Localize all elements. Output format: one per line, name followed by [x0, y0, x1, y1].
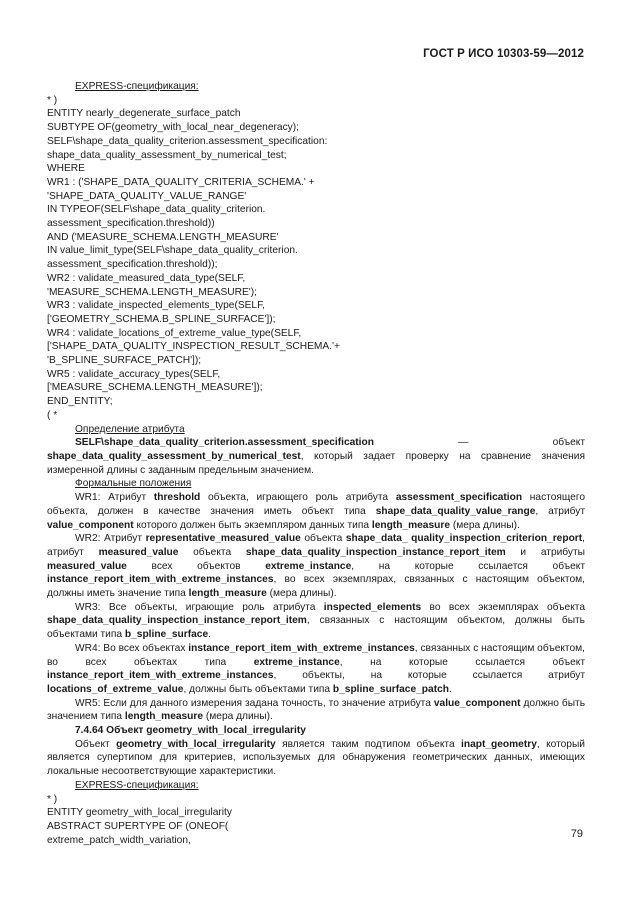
- text-run: (мера длины).: [450, 519, 520, 531]
- bold-term: shape_data_quality_inspection_instance_report_item: [245, 546, 506, 558]
- text-run: объекта: [178, 546, 246, 558]
- text-run: , атрибут: [535, 505, 586, 517]
- bold-term: instance_report_item_with_extreme_instances: [47, 670, 274, 682]
- code-line: ['MEASURE_SCHEMA.LENGTH_MEASURE']);: [47, 382, 263, 394]
- code-line: AND ('MEASURE_SCHEMA.LENGTH_MEASURE': [47, 231, 279, 243]
- text-run: , должны быть объектами типа: [183, 683, 333, 695]
- section-heading: [47, 724, 585, 738]
- text-run: , связанных с настоящим объектом, должны быть объектами типа: [47, 615, 585, 641]
- code-line: WR3 : validate_inspected_elements_type(SELF,: [47, 300, 266, 312]
- text-run: WR1: Атрибут: [75, 492, 154, 504]
- bold-term: b_spline_surface_patch: [332, 683, 449, 695]
- text-run: и атрибуты: [505, 546, 585, 558]
- code-line: shape_data_quality_assessment_by_numerical_test;: [47, 149, 287, 161]
- code-line: * ): [47, 793, 58, 805]
- text-run: , который задает проверку на сравнение значения измеренной длины с заданным предельным значением.: [47, 450, 585, 476]
- code-line: 'SHAPE_DATA_QUALITY_VALUE_RANGE': [47, 190, 247, 202]
- text-run: , на которые ссылается объект: [339, 656, 585, 668]
- code-line: 'B_SPLINE_SURFACE_PATCH']);: [47, 355, 202, 367]
- text-run: — объект: [373, 437, 585, 449]
- bold-term: instance_report_item_with_extreme_instances: [188, 642, 415, 654]
- text-run: является таким подтипом объекта: [275, 738, 462, 750]
- bold-term: extreme_instance: [253, 656, 340, 668]
- section-title: 7.4.64 Объект geometry_with_local_irregularity: [75, 725, 306, 737]
- text-run: , на которые ссылается объект: [351, 560, 585, 572]
- code-line: assessment_specification.threshold)): [47, 218, 215, 230]
- text-run: настоящего объекта, должен в качестве значения иметь объект типа: [47, 492, 586, 517]
- wr3-paragraph: [47, 601, 585, 642]
- attribute-definition-paragraph: [47, 436, 585, 477]
- text-run: всех объектов: [126, 560, 266, 572]
- code-line: ABSTRACT SUPERTYPE OF (ONEOF(: [47, 820, 229, 832]
- code-line: SUBTYPE OF(geometry_with_local_near_degeneracy);: [47, 122, 299, 134]
- express-code-block-2: [47, 793, 585, 848]
- page-number: 79: [570, 828, 583, 840]
- code-line: WR2 : validate_measured_data_type(SELF,: [47, 272, 246, 284]
- text-run: (мера длины).: [266, 588, 337, 600]
- code-line: * ): [47, 94, 58, 106]
- wr1-paragraph: [47, 491, 585, 532]
- page-content: [47, 80, 585, 847]
- code-line: ['SHAPE_DATA_QUALITY_INSPECTION_RESULT_SCHEMA.'+: [47, 341, 340, 353]
- text-run: WR2: Атрибут: [75, 533, 146, 545]
- code-line: IN value_limit_type(SELF\shape_data_quality_criterion.: [47, 245, 298, 257]
- text-run: должно быть значением типа: [47, 697, 586, 723]
- text-run: Объект: [75, 738, 117, 750]
- text-run: , во всех экземплярах, связанных с настоящим объектом, должны иметь значение типа: [47, 574, 585, 600]
- bold-term: inspected_elements: [323, 601, 422, 613]
- express-spec-heading-2: EXPRESS-спецификация:: [75, 779, 199, 791]
- text-run: , связанных с настоящим объектом, во всех объектах типа: [47, 642, 585, 668]
- bold-term: representative_measured_value: [145, 533, 301, 545]
- code-line: ['GEOMETRY_SCHEMA.B_SPLINE_SURFACE']);: [47, 313, 276, 325]
- text-run: , атрибут: [47, 533, 585, 558]
- bold-term: extreme_instance: [265, 560, 352, 572]
- code-line: WR1 : ('SHAPE_DATA_QUALITY_CRITERIA_SCHEMA.' +: [47, 176, 315, 188]
- bold-term: length_measure: [188, 588, 267, 600]
- code-line: END_ENTITY;: [47, 396, 113, 408]
- formal-propositions-heading: Формальные положения: [75, 478, 192, 490]
- attribute-object: shape_data_quality_assessment_by_numerical_test: [47, 450, 301, 462]
- express-spec-heading: EXPRESS-спецификация:: [75, 81, 199, 92]
- bold-term: value_component: [47, 519, 134, 531]
- text-run: которого должен быть экземпляром данных типа: [133, 519, 372, 531]
- text-run: объекта, играющего роль атрибута: [200, 492, 396, 504]
- text-run: (мера длины).: [203, 711, 273, 723]
- bold-term: locations_of_extreme_value: [47, 683, 184, 695]
- code-line: WR4 : validate_locations_of_extreme_value_type(SELF,: [47, 327, 302, 339]
- bold-term: geometry_with_local_irregularity: [116, 738, 276, 750]
- text-run: WR4: Во всех объектах: [75, 642, 189, 654]
- text-run: во всех экземплярах объекта: [421, 601, 585, 613]
- code-line: extreme_patch_width_variation,: [47, 834, 191, 846]
- wr5-paragraph: [47, 697, 585, 724]
- code-line: ( *: [47, 409, 58, 421]
- code-line: ENTITY nearly_degenerate_surface_patch: [47, 108, 241, 120]
- text-run: .: [208, 629, 211, 641]
- text-run: .: [448, 683, 452, 695]
- bold-term: shape_data_ quality_inspection_criterion_report: [345, 533, 583, 545]
- attribute-term: SELF\shape_data_quality_criterion.assessment_specification: [75, 437, 374, 449]
- bold-term: length_measure: [371, 519, 450, 531]
- code-line: 'MEASURE_SCHEMA.LENGTH_MEASURE');: [47, 286, 257, 298]
- text-run: , который является супертипом для критериев, используемых для обнаружения геометрических данных, имеющих локальные несоответствующие характеристики.: [47, 738, 585, 778]
- bold-term: assessment_specification: [395, 492, 523, 504]
- code-line: WHERE: [47, 163, 85, 175]
- attribute-definition-heading: Определение атрибута: [75, 423, 185, 435]
- code-line: ENTITY geometry_with_local_irregularity: [47, 807, 232, 819]
- code-line: IN TYPEOF(SELF\shape_data_quality_criterion.: [47, 204, 266, 216]
- wr4-paragraph: [47, 642, 585, 697]
- bold-term: measured_value: [47, 560, 127, 572]
- text-run: WR5: Если для данного измерения задана точность, то значение атрибута: [75, 697, 434, 709]
- bold-term: shape_data_quality_value_range: [375, 505, 536, 517]
- bold-term: b_spline_surface: [124, 629, 209, 641]
- bold-term: length_measure: [124, 711, 204, 723]
- bold-term: inapt_geometry: [461, 738, 537, 750]
- code-line: WR5 : validate_accuracy_types(SELF,: [47, 368, 221, 380]
- page-header: ГОСТ Р ИСО 10303-59—2012: [423, 48, 584, 60]
- bold-term: instance_report_item_with_extreme_instances: [47, 574, 274, 586]
- bold-term: threshold: [153, 492, 201, 504]
- code-line: assessment_specification.threshold));: [47, 259, 218, 271]
- express-code-block: [47, 94, 585, 423]
- bold-term: shape_data_quality_inspection_instance_report_item: [47, 615, 307, 627]
- bold-term: measured_value: [98, 546, 179, 558]
- wr2-paragraph: [47, 532, 585, 601]
- code-line: SELF\shape_data_quality_criterion.assessment_specification:: [47, 135, 328, 147]
- text-run: WR3: Все объекты, играющие роль атрибута: [75, 601, 324, 613]
- text-run: объекта: [300, 533, 346, 545]
- bold-term: value_component: [433, 697, 521, 709]
- section-paragraph: [47, 738, 585, 779]
- text-run: , объекты, на которые ссылается атрибут: [273, 670, 585, 682]
